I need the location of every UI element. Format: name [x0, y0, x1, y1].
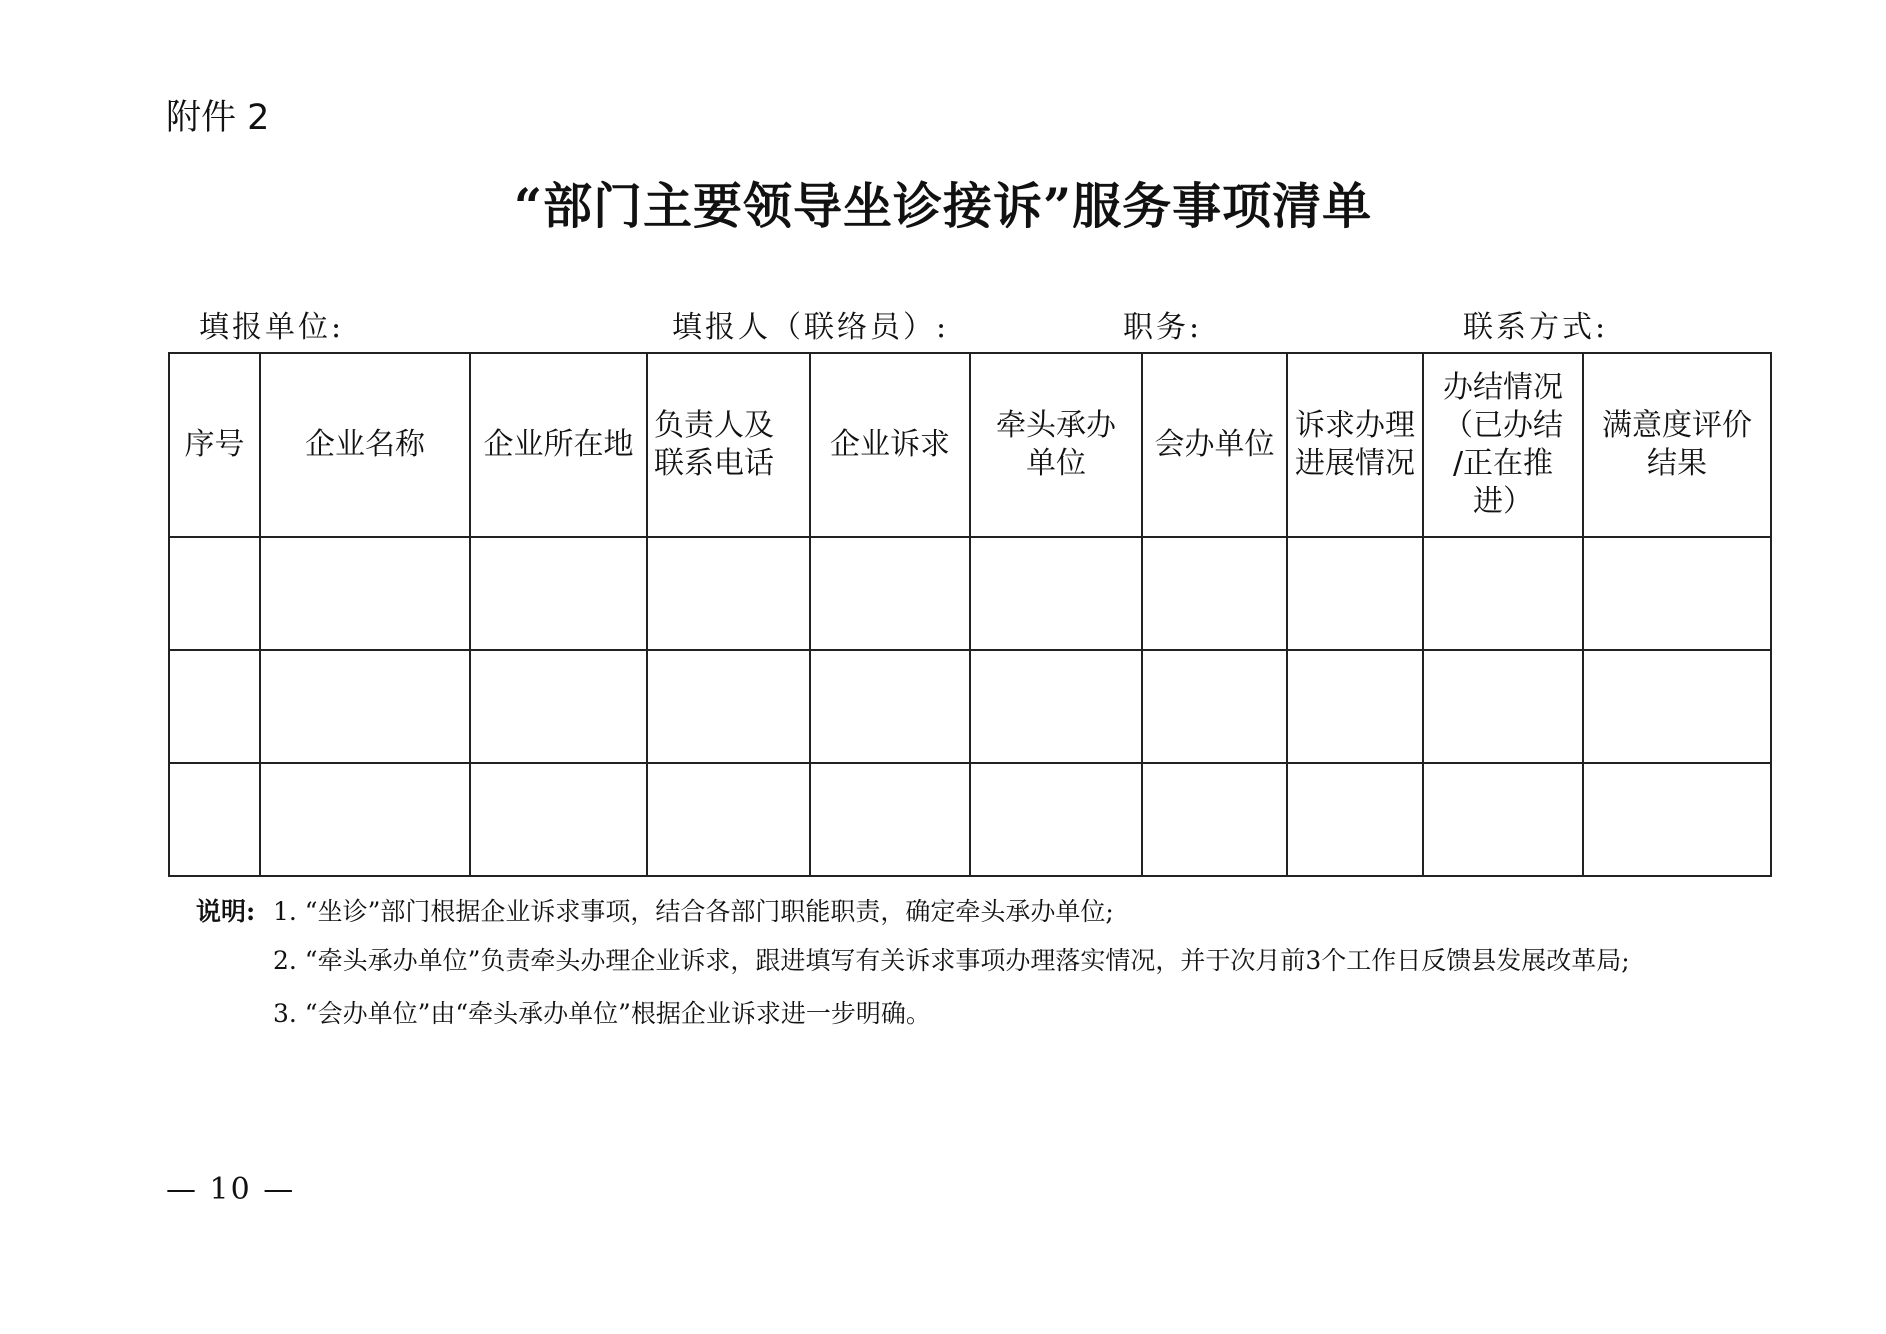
header-completion-status: 办结情况 （已办结 /正在推 进）	[1423, 353, 1583, 537]
table-cell[interactable]	[1287, 650, 1423, 763]
table-cell[interactable]	[1287, 537, 1423, 650]
table-cell[interactable]	[1142, 537, 1287, 650]
note-item-2: 2. “牵头承办单位”负责牵头办理企业诉求，跟进填写有关诉求事项办理落实情况，并于次月前3个工作日反馈县发展改革局;	[273, 946, 1630, 975]
table-cell[interactable]	[647, 537, 810, 650]
table-cell[interactable]	[1583, 763, 1771, 876]
table-cell[interactable]	[260, 650, 470, 763]
table-cell[interactable]	[1287, 763, 1423, 876]
header-company-location: 企业所在地	[470, 353, 647, 537]
table-cell[interactable]	[647, 763, 810, 876]
service-items-table	[168, 352, 1772, 877]
header-company-request: 企业诉求	[810, 353, 970, 537]
table-cell[interactable]	[970, 763, 1142, 876]
table-header-row	[169, 353, 1771, 537]
table-cell[interactable]	[470, 537, 647, 650]
table-cell[interactable]	[1583, 650, 1771, 763]
notes-label: 说明:	[196, 897, 256, 926]
table-cell[interactable]	[169, 537, 260, 650]
table-cell[interactable]	[1423, 650, 1583, 763]
header-contact-person-phone: 负责人及 联系电话	[647, 353, 810, 537]
header-co-handling-unit: 会办单位	[1142, 353, 1287, 537]
header-progress: 诉求办理 进展情况	[1287, 353, 1423, 537]
header-satisfaction-result: 满意度评价 结果	[1583, 353, 1771, 537]
table-cell[interactable]	[810, 763, 970, 876]
note-item-3: 3. “会办单位”由“牵头承办单位”根据企业诉求进一步明确。	[273, 999, 931, 1028]
table-cell[interactable]	[169, 650, 260, 763]
field-reporter: 填报人（联络员）:	[672, 310, 950, 345]
table-cell[interactable]	[970, 650, 1142, 763]
table-cell[interactable]	[260, 763, 470, 876]
table-cell[interactable]	[1142, 763, 1287, 876]
table-cell[interactable]	[470, 650, 647, 763]
note-item-1: 1. “坐诊”部门根据企业诉求事项，结合各部门职能职责，确定牵头承办单位;	[273, 897, 1114, 926]
table-cell[interactable]	[1423, 537, 1583, 650]
header-company-name: 企业名称	[260, 353, 470, 537]
table-cell[interactable]	[260, 537, 470, 650]
table-row	[169, 537, 1771, 650]
table-cell[interactable]	[1142, 650, 1287, 763]
table-cell[interactable]	[970, 537, 1142, 650]
table-cell[interactable]	[169, 763, 260, 876]
table-cell[interactable]	[470, 763, 647, 876]
attachment-label: 附件 2	[166, 98, 270, 138]
table-row	[169, 763, 1771, 876]
table-cell[interactable]	[647, 650, 810, 763]
field-reporting-unit: 填报单位:	[199, 310, 345, 345]
page-number: — 10 —	[166, 1172, 296, 1207]
page-title: “部门主要领导坐诊接诉”服务事项清单	[513, 177, 1373, 235]
table-row	[169, 650, 1771, 763]
header-lead-unit: 牵头承办 单位	[970, 353, 1142, 537]
field-contact: 联系方式:	[1463, 310, 1609, 345]
table-cell[interactable]	[810, 650, 970, 763]
header-serial-no: 序号	[169, 353, 260, 537]
table-cell[interactable]	[810, 537, 970, 650]
field-position: 职务:	[1123, 310, 1203, 345]
table-cell[interactable]	[1423, 763, 1583, 876]
table-cell[interactable]	[1583, 537, 1771, 650]
